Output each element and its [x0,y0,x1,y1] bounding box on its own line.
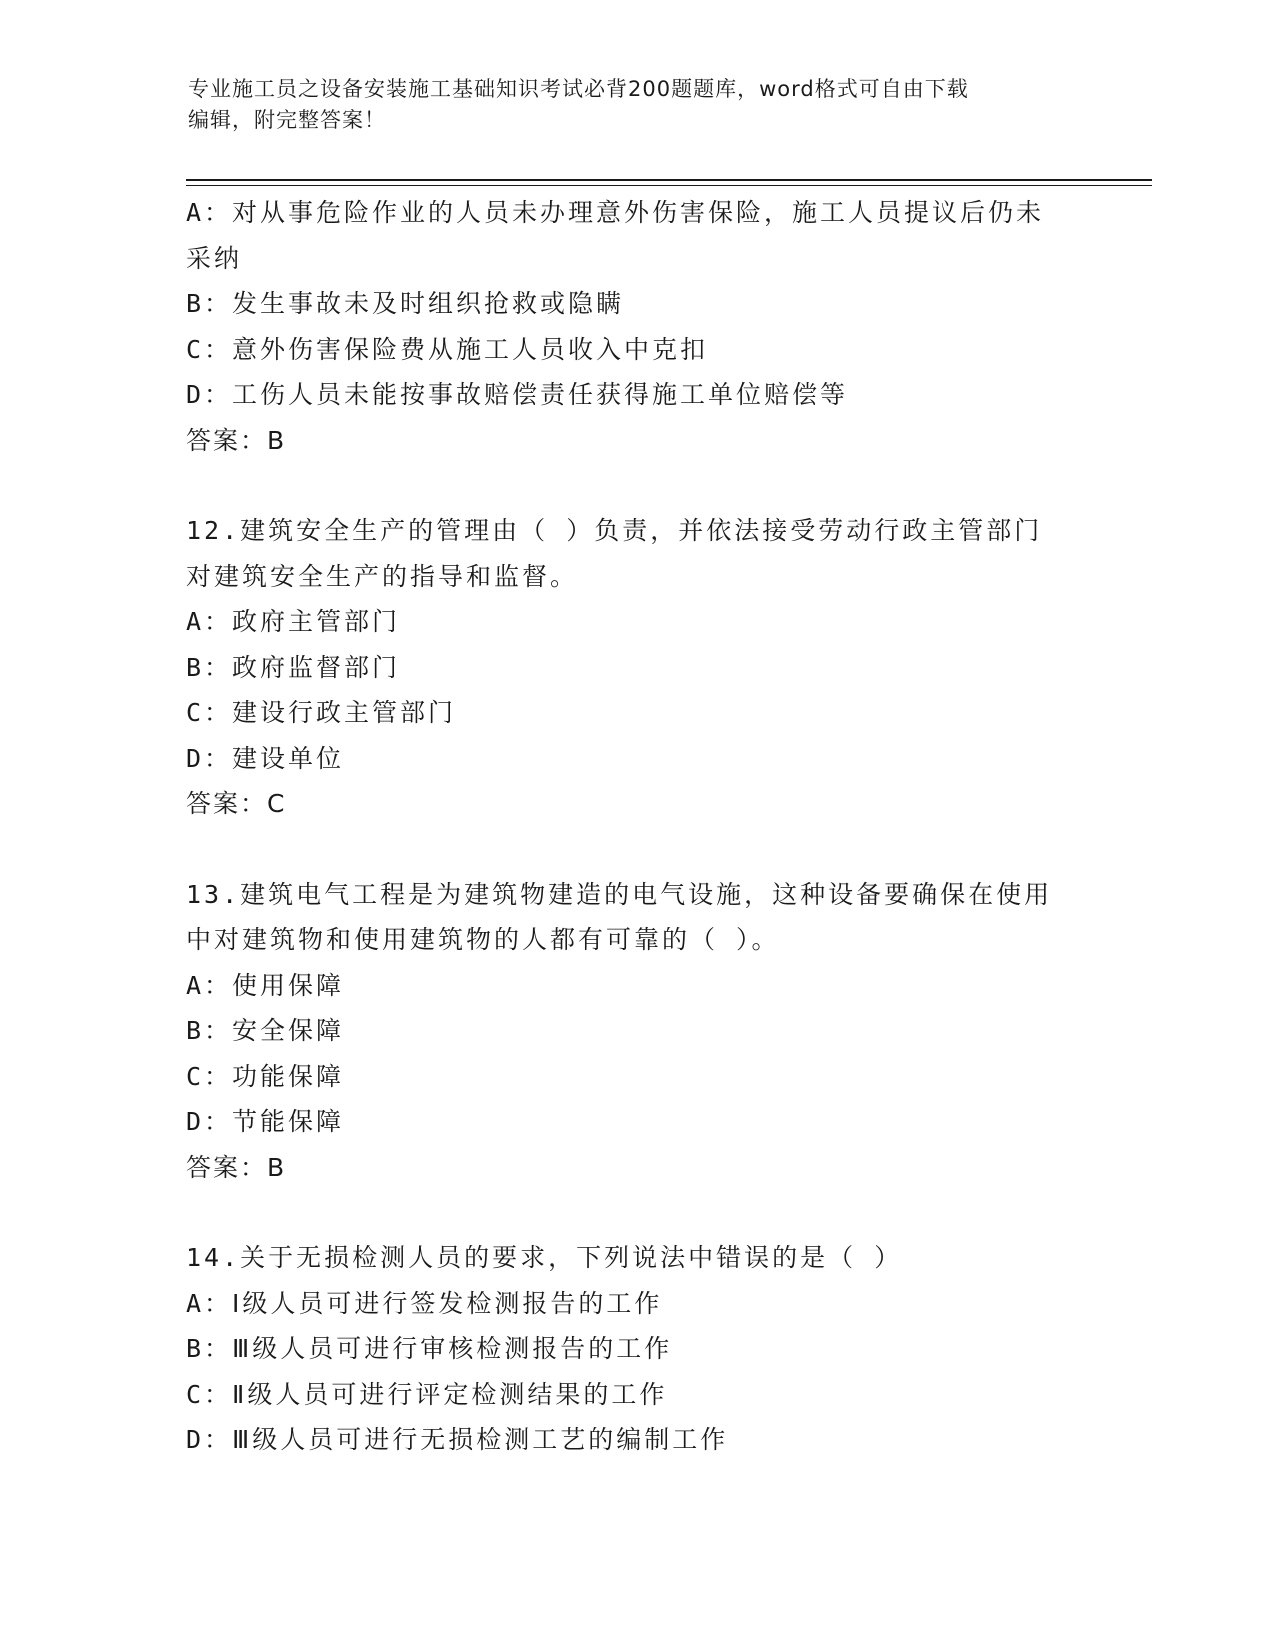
question-stem-line-1: 12.建筑安全生产的管理由（ ）负责，并依法接受劳动行政主管部门 [186,516,1043,545]
option-d: D：工伤人员未能按事故赔偿责任获得施工单位赔偿等 [186,380,849,409]
question-spacer [186,463,1086,508]
answer: 答案：C [186,789,287,818]
question-list [186,190,1086,1463]
option-d: D：节能保障 [186,1107,345,1136]
question-stem-line-1: 14.关于无损检测人员的要求，下列说法中错误的是（ ） [186,1243,903,1272]
answer: 答案：B [186,1152,287,1182]
question-12 [186,508,1086,827]
header-title-line-2: 编辑，附完整答案！ [188,108,386,132]
option-b: B：Ⅲ级人员可进行审核检测报告的工作 [186,1334,673,1363]
option-a-line-2: 采纳 [186,243,243,273]
question-11 [186,190,1086,463]
option-d: D：建设单位 [186,743,345,773]
option-a: A：政府主管部门 [186,607,401,636]
answer: 答案：B [186,425,287,455]
option-c: C：Ⅱ级人员可进行评定检测结果的工作 [186,1379,668,1409]
document-header [188,74,1068,136]
question-14 [186,1235,1086,1463]
header-rule-thick [186,179,1152,181]
question-spacer [186,827,1086,872]
option-c: C：建设行政主管部门 [186,698,457,727]
option-d: D：Ⅲ级人员可进行无损检测工艺的编制工作 [186,1425,729,1454]
option-c: C：意外伤害保险费从施工人员收入中克扣 [186,334,709,364]
option-a: A：使用保障 [186,970,345,1000]
option-a: A：Ⅰ级人员可进行签发检测报告的工作 [186,1288,663,1318]
header-rule-thin [186,185,1152,186]
header-title-line-1: 专业施工员之设备安装施工基础知识考试必背200题题库，word格式可自由下载 [188,77,969,101]
question-spacer [186,1190,1086,1235]
option-a-line-1: A：对从事危险作业的人员未办理意外伤害保险，施工人员提议后仍未 [186,198,1045,227]
question-13 [186,872,1086,1191]
question-stem-line-1: 13.建筑电气工程是为建筑物建造的电气设施，这种设备要确保在使用 [186,879,1053,909]
option-b: B：安全保障 [186,1016,345,1045]
question-stem-line-2: 中对建筑物和使用建筑物的人都有可靠的（ ）。 [186,925,780,954]
question-stem-line-2: 对建筑安全生产的指导和监督。 [186,561,579,591]
option-b: B：政府监督部门 [186,652,401,682]
option-c: C：功能保障 [186,1061,345,1091]
option-b: B：发生事故未及时组织抢救或隐瞒 [186,289,625,318]
